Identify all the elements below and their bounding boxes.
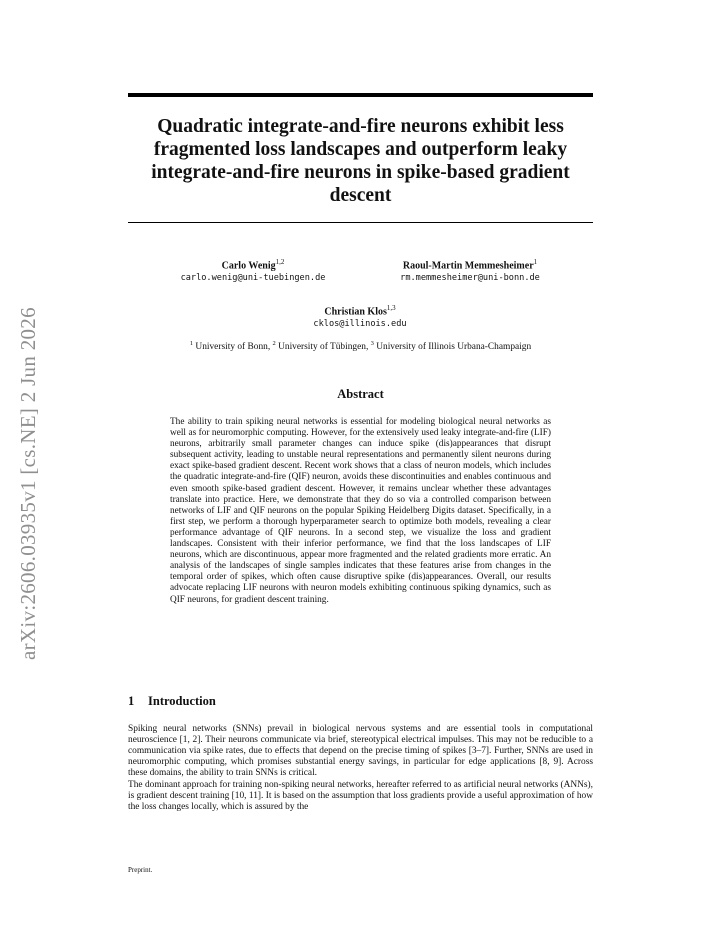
author-block-3 [260,302,460,330]
author-block-1 [153,256,353,284]
abstract-text: The ability to train spiking neural networks is essential for modeling biological neural networks as well as for neuromorphic computing. However, for the extensively used leaky integrate-and-fire (LIF) neurons, arbitrarily small parameter changes can induce spike (dis)appearances that disrupt subsequent activity, leading to unstable neural representations and permanently silent neurons during exact spike-based gradient descent. Recent work shows that a class of neuron models, which includes the quadratic integrate-and-fire (QIF) neuron, avoids these discontinuities and enables continuous and even smooth spike-based gradient descent. However, it remains unclear whether these advantages translate into practice. Here, we demonstrate that they do so via a controlled comparison between networks of LIF and QIF neurons on the popular Spiking Heidelberg Digits dataset. Specifically, in a first step, we perform a thorough hyperparameter search to optimize both models, revealing a clear performance advantage of QIF neurons. In a second step, we visualize the loss and gradient landscapes. Consistent with their inferior performance, we find that the loss landscapes of LIF neurons, which are discontinuous, appear more fragmented and the related gradients more erratic. An analysis of the landscapes of single samples indicates that these features arise from changes in the temporal order of spikes, which often cause disruptive spike (dis)appearances. Overall, our results advocate replacing LIF neurons with neuron models exhibiting continuous spiking dynamics, such as QIF neurons, for gradient descent training. [170,417,551,605]
intro-paragraph: The dominant approach for training non-spiking neural networks, hereafter referred to as artificial neural networks (ANNs), is gradient descent training [10, 11]. It is based on the assumption that loss gradients provide a useful approximation of how the loss changes locally, which is assured by the [128,780,593,813]
author-email[interactable]: carlo.wenig@uni-tuebingen.de [180,273,326,284]
author-affiliation-marker: 1 [533,258,538,266]
section-heading [128,694,216,709]
author-name: Christian Klos$^{1,3}$ [324,304,396,318]
affiliations: $^1$ University of Bonn, $^2$ University of Tübingen, $^3$ University of Illinois Urbana-Champaign [189,340,532,353]
author-email[interactable]: rm.memmesheimer@uni-bonn.de [400,273,540,284]
abstract-heading: Abstract [337,387,384,401]
author-name: Carlo Wenig$^{1,2}$ [221,258,285,272]
author-affiliation-marker: 1,3 [386,304,396,312]
footer-note: Preprint. [128,866,153,874]
author-block-2 [375,256,565,284]
author-email[interactable]: cklos@illinois.edu [313,319,407,330]
author-affiliation-marker: 1,2 [275,258,285,266]
title-bottom-rule [128,222,593,223]
section-title: Introduction [148,694,216,708]
author-name: Raoul-Martin Memmesheimer$^1$ [402,258,538,272]
paper-title: Quadratic integrate-and-fire neurons exhibit less fragmented loss landscapes and outperform leaky integrate-and-fire neurons in spike-based gradient descent [151,116,570,206]
intro-paragraph: Spiking neural networks (SNNs) prevail in biological nervous systems and are essential tools in computational neuroscience [1, 2]. Their neurons communicate via brief, stereotypical electrical impulses. This may not be reducible to a communication via spike rates, due to effects that depend on the precise timing of spikes [3–7]. Further, SNNs are used in neuromorphic computing, which promises substantial energy savings, in particular for edge applications [8, 9]. Across these domains, the ability to train SNNs is critical. [128,724,593,779]
section-number: 1 [128,694,135,708]
arxiv-identifier: arXiv:2606.03935v1 [cs.NE] 2 Jun 2026 [16,307,40,660]
title-top-rule [128,93,593,97]
